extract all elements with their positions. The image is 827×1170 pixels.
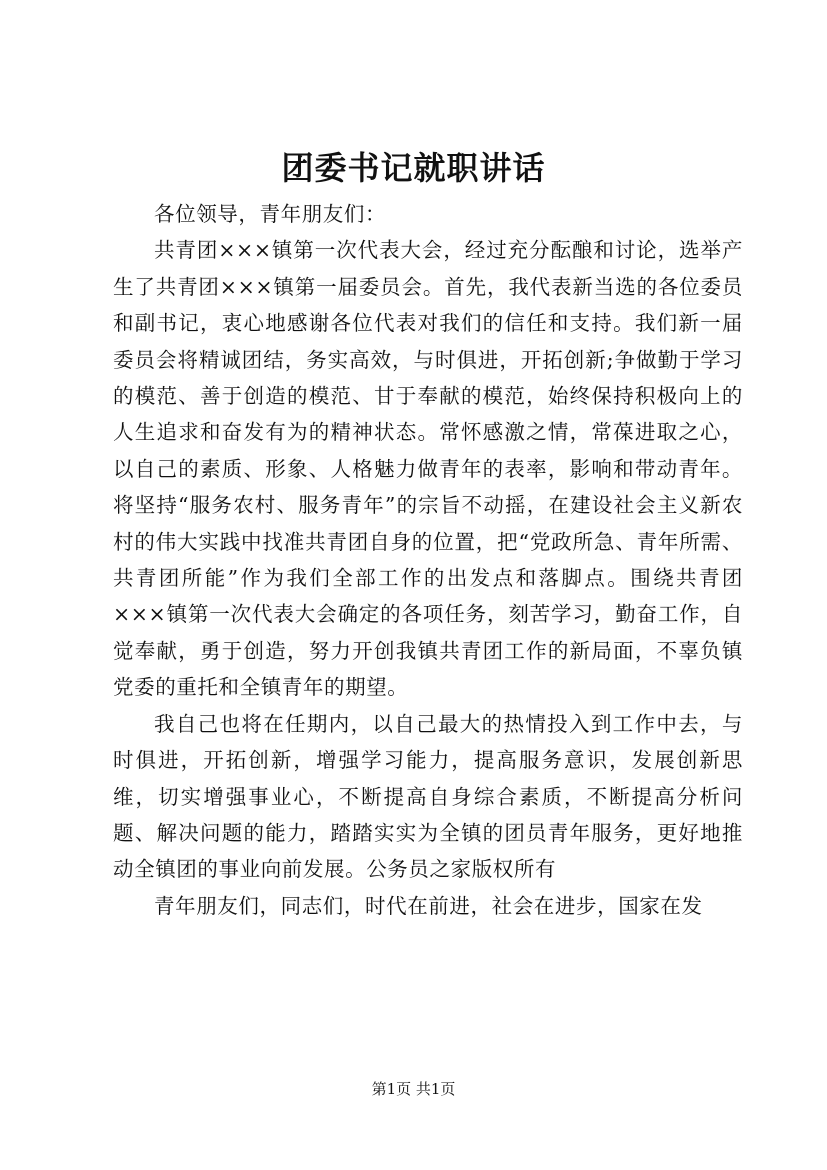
paragraph-1: 共青团×××镇第一次代表大会，经过充分酝酿和讨论，选举产生了共青团×××镇第一届委员会。首先，我代表新当选的各位委员和副书记，衷心地感谢各位代表对我们的信任和支持。我们新一届委员会将精诚团结，务实高效，与时俱进，开拓创新;争做勤于学习的模范、善于创造的模范、甘于奉献的模范，始终保持积极向上的人生追求和奋发有为的精神状态。常怀感激之情，常葆进取之心，以自己的素质、形象、人格魅力做青年的表率，影响和带动青年。将坚持“服务农村、服务青年”的宗旨不动摇，在建设社会主义新农村的伟大实践中找准共青团自身的位置，把“党政所急、青年所需、共青团所能”作为我们全部工作的出发点和落脚点。围绕共青团×××镇第一次代表大会确定的各项任务，刻苦学习，勤奋工作，自觉奉献，勇于创造，努力开创我镇共青团工作的新局面，不辜负镇党委的重托和全镇青年的期望。 bbox=[113, 238, 743, 700]
page-number-footer: 第1页 共1页 bbox=[371, 1080, 456, 1098]
document-body bbox=[113, 196, 743, 924]
paragraph-salutation: 各位领导，青年朋友们： bbox=[154, 202, 387, 226]
paragraph-3: 青年朋友们，同志们，时代在前进，社会在进步，国家在发 bbox=[154, 893, 703, 918]
document-title: 团委书记就职讲话 bbox=[281, 149, 546, 187]
paragraph-2: 我自己也将在任期内，以自己最大的热情投入到工作中去，与时俱进，开拓创新，增强学习能力，提高服务意识，发展创新思维，切实增强事业心，不断提高自身综合素质，不断提高分析问题、解决问题的能力，踏踏实实为全镇的团员青年服务，更好地推动全镇团的事业向前发展。公务员之家版权所有 bbox=[113, 711, 743, 882]
